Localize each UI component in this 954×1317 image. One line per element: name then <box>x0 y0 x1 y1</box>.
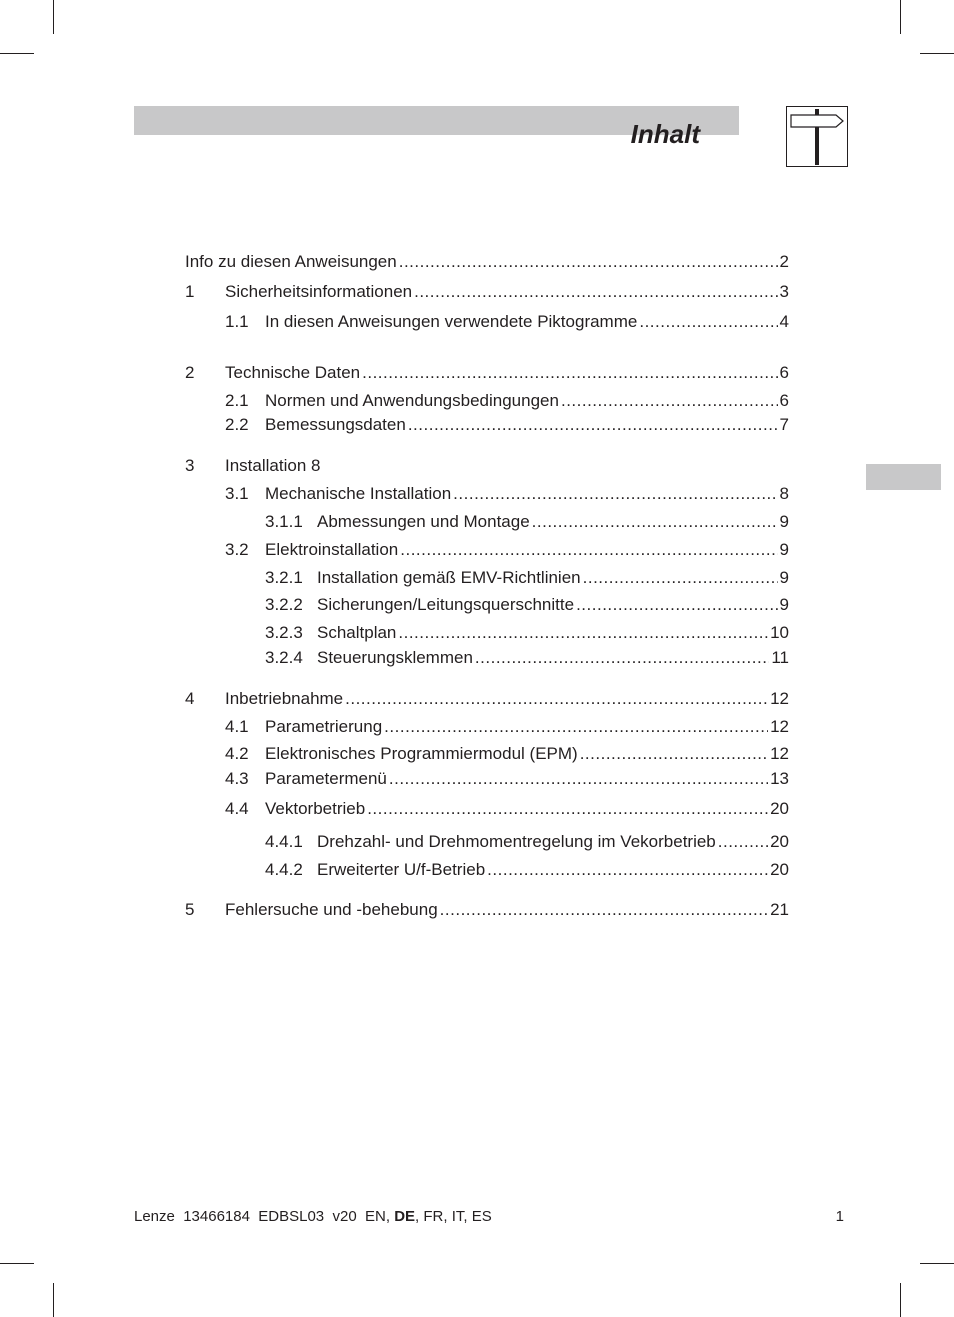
toc-entry-page: 6 <box>779 363 789 382</box>
toc-entry-label: Steuerungsklemmen <box>317 648 473 667</box>
toc-leader-dots <box>475 647 769 669</box>
toc-entry-page: 9 <box>779 568 789 587</box>
toc-entry-label: Vektorbetrieb <box>265 799 366 818</box>
toc-entry-page: 11 <box>771 648 789 667</box>
toc-entry[interactable] <box>225 390 789 412</box>
toc-entry-page: 10 <box>770 623 789 642</box>
toc-entry-page: 20 <box>770 860 789 879</box>
crop-mark <box>920 53 954 54</box>
toc-entry-page: 9 <box>779 595 789 614</box>
signpost-icon <box>786 106 848 167</box>
toc-leader-dots <box>398 622 768 644</box>
toc-entry-number: 4.1 <box>225 717 249 736</box>
toc-entry-number: 2.2 <box>225 415 249 434</box>
toc-entry-page: 9 <box>779 540 789 559</box>
crop-mark <box>900 1283 901 1317</box>
toc-entry-label: Abmessungen und Montage <box>317 512 530 531</box>
toc-entry-label: Mechanische Installation <box>265 484 452 503</box>
toc-entry-page: 12 <box>770 689 789 708</box>
toc-entry-label: Technische Daten <box>225 363 361 382</box>
toc-entry-number: 4.2 <box>225 744 249 763</box>
toc-entry[interactable] <box>265 511 789 533</box>
toc-leader-dots <box>580 743 768 765</box>
toc-entry-label: Parametrierung <box>265 717 383 736</box>
toc-entry-label: Installation 8 <box>225 456 321 475</box>
toc-leader-dots <box>487 859 768 881</box>
toc-leader-dots <box>718 831 768 853</box>
toc-entry-page: 12 <box>770 717 789 736</box>
toc-entry-page: 13 <box>770 769 789 788</box>
toc-entry[interactable] <box>265 647 789 669</box>
toc-entry-page: 3 <box>779 282 789 301</box>
toc-entry-page: 4 <box>779 312 789 331</box>
footer-page-number: 1 <box>835 1208 844 1225</box>
toc-entry[interactable] <box>225 539 789 561</box>
toc-leader-dots <box>583 567 778 589</box>
toc-entry-number: 2.1 <box>225 391 249 410</box>
toc-leader-dots <box>399 251 778 273</box>
toc-entry-label: Normen und Anwendungsbedingungen <box>265 391 559 410</box>
toc-entry-number: 2 <box>185 363 195 382</box>
language-tab-marker <box>866 464 941 490</box>
toc-leader-dots <box>345 688 768 710</box>
toc-entry-label: Elektroinstallation <box>265 540 399 559</box>
toc-leader-dots <box>362 362 777 384</box>
toc-entry[interactable] <box>225 768 789 790</box>
toc-leader-dots <box>367 798 768 820</box>
toc-entry-number: 3.2.4 <box>265 648 303 667</box>
toc-entry[interactable] <box>225 483 789 505</box>
toc-entry-label: In diesen Anweisungen verwendete Piktogramme <box>265 312 638 331</box>
toc-entry[interactable] <box>225 716 789 738</box>
toc-entry-label: Sicherheitsinformationen <box>225 282 413 301</box>
toc-entry[interactable] <box>185 899 789 921</box>
toc-entry-page: 8 <box>779 484 789 503</box>
page-title: Inhalt <box>630 119 700 149</box>
toc-entry[interactable] <box>185 455 789 477</box>
toc-entry-page: 20 <box>770 832 789 851</box>
toc-entry[interactable] <box>265 859 789 881</box>
toc-entry[interactable] <box>225 414 789 436</box>
toc-entry-number: 3.2 <box>225 540 249 559</box>
toc-entry-number: 3.2.3 <box>265 623 303 642</box>
toc-leader-dots <box>576 594 777 616</box>
toc-entry-label: Fehlersuche und -behebung <box>225 900 438 919</box>
toc-leader-dots <box>414 281 777 303</box>
toc-entry-label: Installation gemäß EMV-Richtlinien <box>317 568 581 587</box>
toc-leader-dots <box>440 899 768 921</box>
toc-entry-number: 4 <box>185 689 195 708</box>
toc-entry[interactable] <box>225 311 789 333</box>
toc-leader-dots <box>408 414 778 436</box>
toc-entry-number: 1.1 <box>225 312 249 331</box>
toc-entry-label: Bemessungsdaten <box>265 415 406 434</box>
crop-mark <box>900 0 901 34</box>
toc-entry-number: 4.4 <box>225 799 249 818</box>
toc-entry-number: 3.2.1 <box>265 568 303 587</box>
toc-entry-number: 3.2.2 <box>265 595 303 614</box>
toc-entry-page: 9 <box>779 512 789 531</box>
toc-entry-page: 20 <box>770 799 789 818</box>
toc-entry[interactable] <box>185 281 789 303</box>
toc-entry-number: 5 <box>185 900 195 919</box>
toc-entry[interactable] <box>265 831 789 853</box>
toc-entry-number: 3.1.1 <box>265 512 303 531</box>
toc-leader-dots <box>561 390 778 412</box>
toc-entry[interactable] <box>225 743 789 765</box>
toc-entry-number: 1 <box>185 282 195 301</box>
page-footer <box>134 1207 844 1227</box>
toc-entry-label: Sicherungen/Leitungsquerschnitte <box>317 595 575 614</box>
toc-leader-dots <box>400 539 777 561</box>
crop-mark <box>920 1263 954 1264</box>
crop-mark <box>0 1263 34 1264</box>
toc-entry-label: Drehzahl- und Drehmomentregelung im Vekorbetrieb <box>317 832 716 851</box>
toc-entry-number: 3 <box>185 456 195 475</box>
toc-entry-label: Parametermenü <box>265 769 387 788</box>
toc-entry-label: Elektronisches Programmiermodul (EPM) <box>265 744 578 763</box>
toc-entry-label: Schaltplan <box>317 623 397 642</box>
toc-entry[interactable] <box>265 567 789 589</box>
toc-entry-number: 4.3 <box>225 769 249 788</box>
toc-entry-label: Info zu diesen Anweisungen <box>185 252 397 271</box>
toc-leader-dots <box>453 483 777 505</box>
footer-document-info: Lenze 13466184 EDBSL03 v20 EN, DE, FR, IT, ES <box>134 1208 492 1225</box>
toc-entry[interactable] <box>265 594 789 616</box>
toc-entry[interactable] <box>185 362 789 384</box>
toc-entry-label: Inbetriebnahme <box>225 689 344 708</box>
toc-entry[interactable] <box>225 798 789 820</box>
toc-entry-number: 4.4.2 <box>265 860 303 879</box>
crop-mark <box>53 0 54 34</box>
crop-mark <box>53 1283 54 1317</box>
toc-entry[interactable] <box>265 622 789 644</box>
toc-entry-page: 6 <box>779 391 789 410</box>
toc-leader-dots <box>639 311 777 333</box>
toc-entry-page: 2 <box>779 252 789 271</box>
toc-entry-label: Erweiterter U/f-Betrieb <box>317 860 486 879</box>
toc-entry-number: 3.1 <box>225 484 249 503</box>
toc-leader-dots <box>389 768 768 790</box>
toc-entry-number: 4.4.1 <box>265 832 303 851</box>
toc-entry-page: 12 <box>770 744 789 763</box>
toc-entry[interactable] <box>185 251 789 273</box>
toc-entry-page: 7 <box>779 415 789 434</box>
toc-entry-page: 21 <box>770 900 789 919</box>
crop-mark <box>0 53 34 54</box>
toc-leader-dots <box>532 511 778 533</box>
toc-leader-dots <box>384 716 768 738</box>
toc-entry[interactable] <box>185 688 789 710</box>
